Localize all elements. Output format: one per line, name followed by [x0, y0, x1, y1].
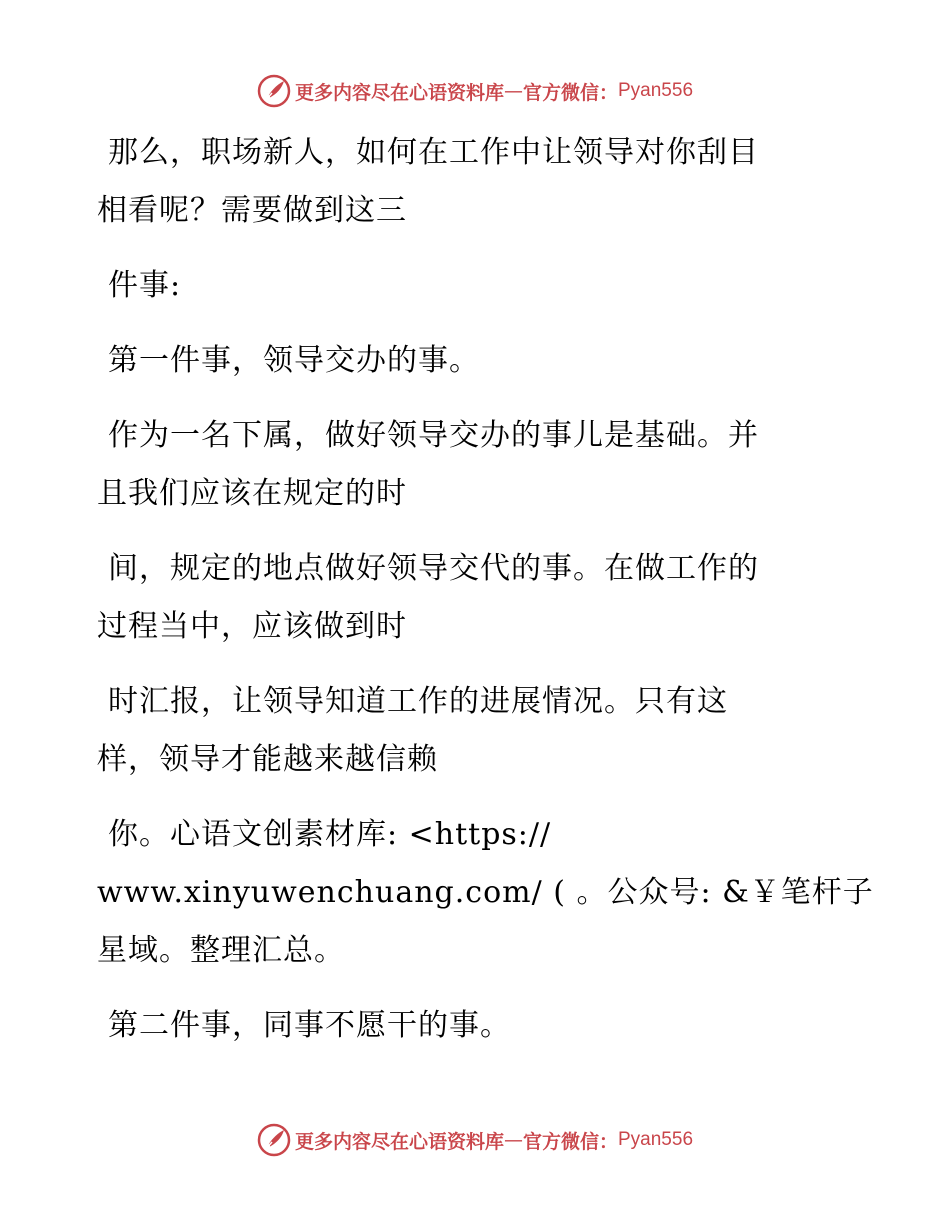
paragraph-7-line-1: 你。心语文创素材库: <https:// — [108, 817, 552, 852]
paragraph-5-line-2: 过程当中，应该做到时 — [97, 609, 407, 644]
paragraph-4-line-1: 作为一名下属，做好领导交办的事儿是基础。并 — [108, 418, 759, 453]
footer-wechat-id: Pyan556 — [618, 1129, 694, 1150]
feather-pen-icon — [257, 1123, 291, 1157]
paragraph-5-line-1: 间，规定的地点做好领导交代的事。在做工作的 — [108, 551, 759, 586]
paragraph-4-line-2: 且我们应该在规定的时 — [97, 476, 407, 511]
paragraph-2 — [97, 257, 857, 315]
header-wechat-id: Pyan556 — [618, 80, 694, 101]
footer-banner — [0, 1120, 950, 1160]
paragraph-8-line-1: 第二件事，同事不愿干的事。 — [108, 1008, 511, 1043]
feather-pen-icon — [257, 74, 291, 108]
paragraph-3 — [97, 332, 857, 390]
paragraph-2-line-1: 件事: — [108, 268, 182, 303]
paragraph-5 — [97, 540, 857, 656]
paragraph-6 — [97, 673, 857, 789]
paragraph-6-line-1: 时汇报，让领导知道工作的进展情况。只有这 — [108, 684, 728, 719]
header-brand-text: 更多内容尽在心语资料库 — [294, 81, 504, 104]
paragraph-6-line-2: 样，领导才能越来越信赖 — [97, 742, 438, 777]
header-banner — [0, 71, 950, 111]
paragraph-1-line-2: 相看呢？需要做到这三 — [97, 193, 407, 228]
document-body — [97, 124, 874, 1055]
header-separator: — — [503, 80, 523, 102]
footer-brand-text: 更多内容尽在心语资料库 — [294, 1130, 504, 1153]
paragraph-1-line-1: 那么，职场新人，如何在工作中让领导对你刮目 — [108, 135, 759, 170]
paragraph-3-line-1: 第一件事，领导交办的事。 — [108, 343, 480, 378]
header-wechat-label: 官方微信： — [522, 81, 618, 104]
paragraph-4 — [97, 407, 857, 523]
paragraph-1 — [97, 124, 857, 240]
paragraph-8 — [97, 997, 857, 1055]
footer-separator: — — [503, 1129, 523, 1151]
footer-wechat-label: 官方微信： — [522, 1130, 618, 1153]
paragraph-7-line-2: www.xinyuwenchuang.com/ ( 。公众号: &￥笔杆子 — [97, 875, 874, 910]
paragraph-7 — [97, 806, 874, 980]
paragraph-7-line-3: 星域。整理汇总。 — [97, 933, 345, 968]
